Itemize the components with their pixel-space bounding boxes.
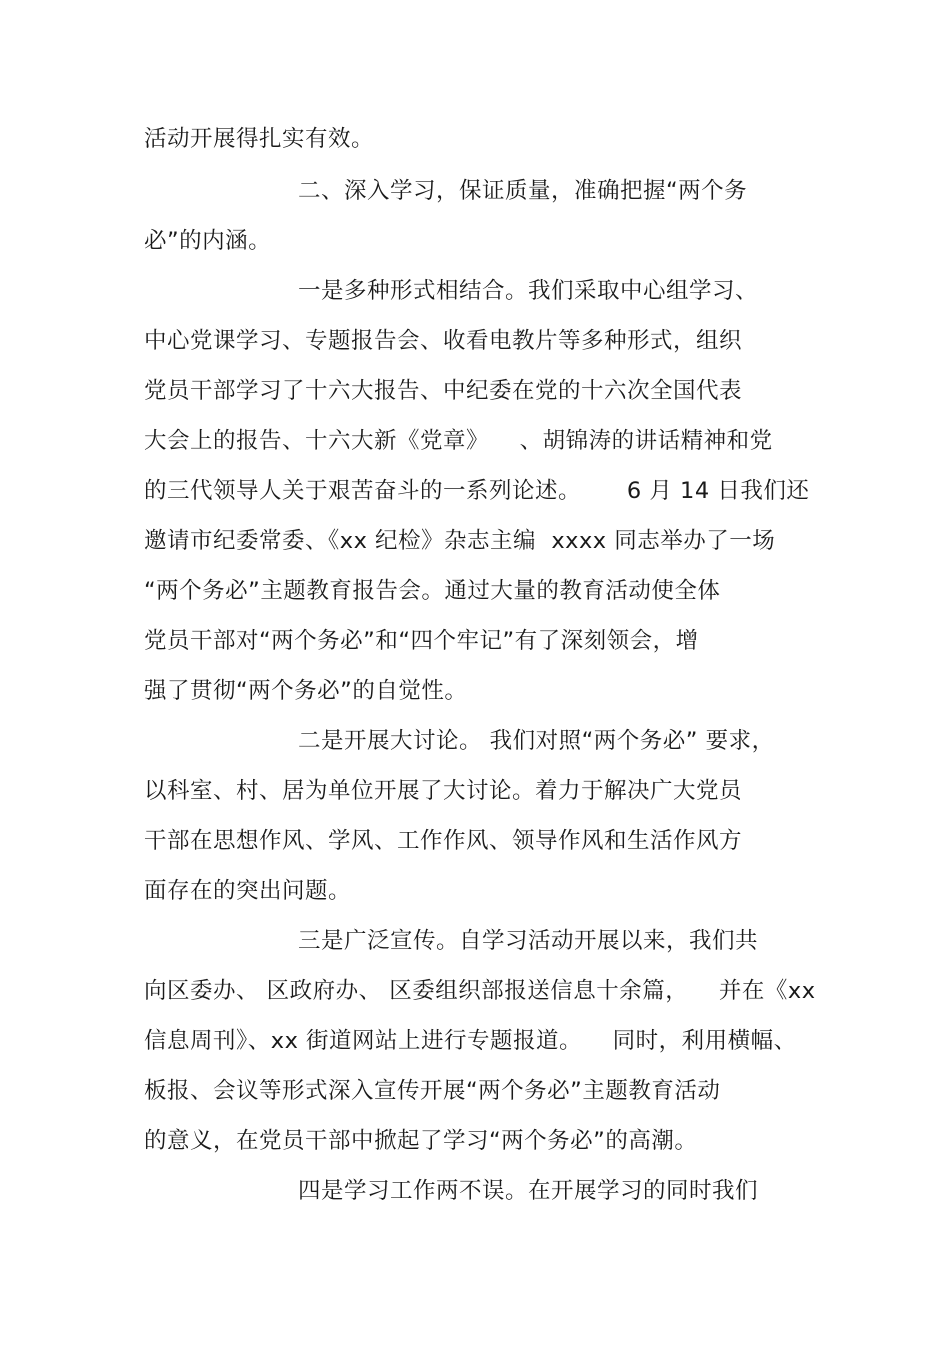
text-line: 信息周刊》、xx 街道网站上进行专题报道。 同时，利用横幅、 (144, 1028, 797, 1054)
paragraph-start: 一是多种形式相结合。我们采取中心组学习、 (298, 278, 759, 304)
paragraph-start: 三是广泛宣传。自学习活动开展以来，我们共 (298, 928, 759, 954)
section-heading: 二、深入学习，保证质量，准确把握“两个务 (298, 178, 748, 204)
text-line: 邀请市纪委常委、《xx 纪检》杂志主编 xxxx 同志举办了一场 (144, 528, 776, 554)
text-line: 大会上的报告、十六大新《党章》 、胡锦涛的讲话精神和党 (144, 428, 773, 454)
text-line: 党员干部对“两个务必”和“四个牢记”有了深刻领会，增 (144, 628, 699, 654)
text-line: 以科室、村、居为单位开展了大讨论。着力于解决广大党员 (144, 778, 743, 804)
text-line: “两个务必”主题教育报告会。通过大量的教育活动使全体 (144, 578, 721, 604)
text-line: 向区委办、 区政府办、 区委组织部报送信息十余篇， 并在《xx (144, 978, 816, 1004)
text-line: 活动开展得扎实有效。 (144, 126, 375, 152)
text-line: 板报、会议等形式深入宣传开展“两个务必”主题教育活动 (144, 1078, 721, 1104)
text-line: 中心党课学习、专题报告会、收看电教片等多种形式，组织 (144, 328, 743, 354)
text-line: 强了贯彻“两个务必”的自觉性。 (144, 678, 468, 704)
text-line: 干部在思想作风、学风、工作作风、领导作风和生活作风方 (144, 828, 743, 854)
text-line: 的意义，在党员干部中掀起了学习“两个务必”的高潮。 (144, 1128, 698, 1154)
text-line: 面存在的突出问题。 (144, 878, 352, 904)
text-line: 必”的内涵。 (144, 228, 272, 254)
paragraph-start: 四是学习工作两不误。在开展学习的同时我们 (298, 1178, 759, 1204)
text-line: 的三代领导人关于艰苦奋斗的一系列论述。 6 月 14 日我们还 (144, 478, 810, 504)
text-line: 党员干部学习了十六大报告、中纪委在党的十六次全国代表 (144, 378, 743, 404)
paragraph-start: 二是开展大讨论。 我们对照“两个务必” 要求， (298, 728, 775, 754)
